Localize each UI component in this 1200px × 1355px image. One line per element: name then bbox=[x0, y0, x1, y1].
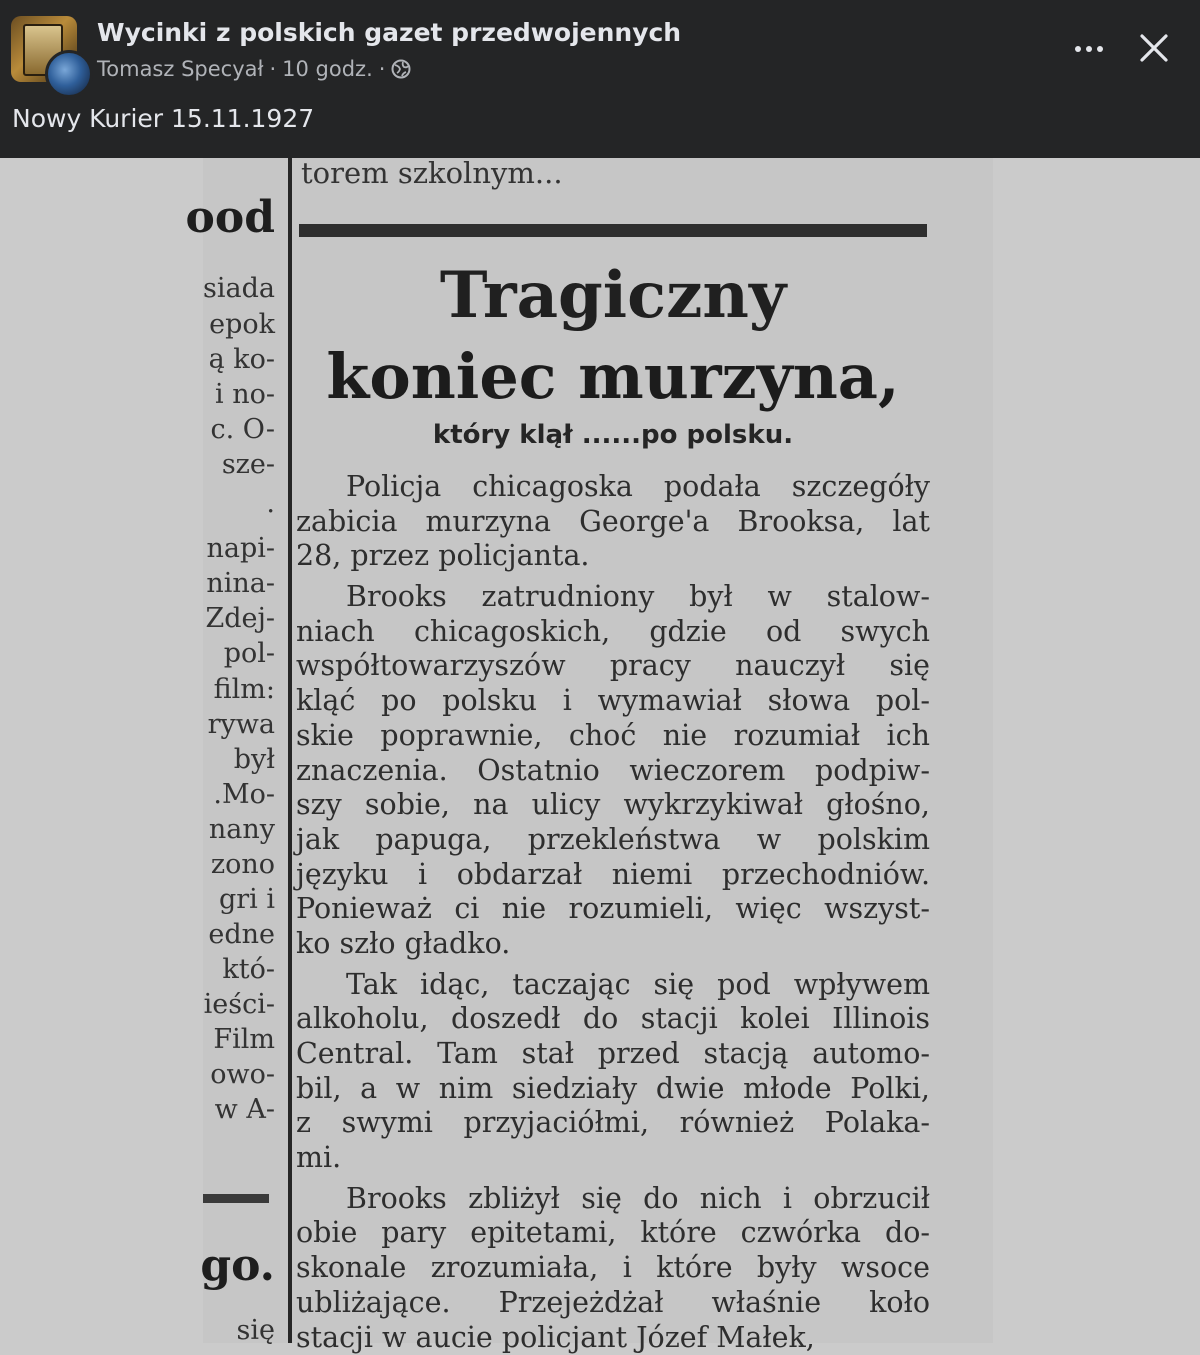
article-separator-rule bbox=[299, 224, 927, 237]
adjacent-column-line: nina- bbox=[206, 566, 275, 601]
article-paragraph bbox=[296, 1182, 930, 1355]
article-line: obie pary epitetami, które czwórka do- bbox=[296, 1216, 930, 1251]
article-paragraph bbox=[296, 470, 930, 574]
adjacent-column-line: w A- bbox=[215, 1092, 275, 1127]
close-icon[interactable] bbox=[1134, 28, 1174, 68]
article-line: zabicia murzyna George'a Brooksa, lat bbox=[296, 505, 930, 540]
article-line: współtowarzyszów pracy nauczył się bbox=[296, 649, 930, 684]
adjacent-column-line: epok bbox=[209, 307, 275, 342]
article-line: alkoholu, doszedł do stacji kolei Illinois bbox=[296, 1002, 930, 1037]
article-line: Tak idąc, taczając się pod wpływem bbox=[296, 968, 930, 1003]
post-caption: Nowy Kurier 15.11.1927 bbox=[12, 104, 314, 133]
article-line: stacji w aucie policjant Józef Małek, bbox=[296, 1321, 930, 1355]
adjacent-column-line: c. O- bbox=[210, 412, 275, 447]
adjacent-column-line: zono bbox=[211, 847, 275, 882]
article-line: skonale zrozumiała, i które były wsoce bbox=[296, 1251, 930, 1286]
article-line: z swymi przyjaciółmi, również Polaka- bbox=[296, 1106, 930, 1141]
adjacent-column-line: któ- bbox=[222, 952, 275, 987]
group-name-link[interactable]: Wycinki z polskich gazet przedwojennych bbox=[97, 18, 681, 47]
article-line: języku i obdarzał niemi przechodniów. bbox=[296, 858, 930, 893]
headline-line-2: koniec murzyna, bbox=[203, 340, 1023, 413]
article-paragraph bbox=[296, 580, 930, 962]
more-options-icon-dot bbox=[1086, 46, 1092, 52]
article-line: ubliżające. Przejeżdżał właśnie koło bbox=[296, 1286, 930, 1321]
headline-line-1: Tragiczny bbox=[203, 258, 1023, 333]
article-line: bil, a w nim siedziały dwie młode Polki, bbox=[296, 1072, 930, 1107]
adjacent-column-line: rywa bbox=[208, 707, 275, 742]
article-line: mi. bbox=[296, 1141, 930, 1176]
more-options-icon bbox=[1075, 46, 1081, 52]
adjacent-column-line: Film bbox=[213, 1022, 275, 1057]
adjacent-column-line: .Mo- bbox=[213, 777, 275, 812]
globe-icon bbox=[391, 59, 411, 79]
column-rule bbox=[288, 158, 292, 1343]
newspaper-clipping-image[interactable] bbox=[203, 158, 993, 1343]
article-line: 28, przez policjanta. bbox=[296, 539, 930, 574]
article-line: ko szło gładko. bbox=[296, 927, 930, 962]
adjacent-column-line: nany bbox=[209, 812, 275, 847]
article-line: Ponieważ ci nie rozumieli, więc wszyst- bbox=[296, 892, 930, 927]
adjacent-column-line: ieści- bbox=[204, 987, 275, 1022]
adjacent-column-line: ą ko- bbox=[209, 342, 275, 377]
adjacent-column-line: i no- bbox=[215, 377, 275, 412]
author-name-link[interactable]: Tomasz Specyał bbox=[97, 57, 263, 81]
author-avatar[interactable] bbox=[45, 50, 93, 98]
adjacent-column-fragment bbox=[203, 158, 287, 1343]
article-line: znaczenia. Ostatnio wieczorem podpiw- bbox=[296, 754, 930, 789]
article-paragraph bbox=[296, 968, 930, 1176]
adjacent-column-line: pol- bbox=[224, 636, 275, 671]
adjacent-column-line: był bbox=[234, 742, 275, 777]
group-avatar[interactable] bbox=[11, 16, 77, 82]
adjacent-column-line: . bbox=[266, 486, 275, 521]
adjacent-column-line: siada bbox=[203, 271, 275, 306]
adjacent-column-line: owo- bbox=[210, 1057, 275, 1092]
adjacent-column-line: film: bbox=[214, 672, 275, 707]
adjacent-column-line: Zdej- bbox=[205, 601, 275, 636]
adjacent-column-line: go. bbox=[200, 1248, 275, 1283]
adjacent-column-line: napi- bbox=[206, 531, 275, 566]
article-line: Brooks zatrudniony był w stalow- bbox=[296, 580, 930, 615]
article-line: jak papuga, przekleństwa w polskim bbox=[296, 823, 930, 858]
article-body bbox=[296, 470, 930, 1355]
subheadline: który klął ......po polsku. bbox=[203, 420, 1023, 450]
more-options-button[interactable] bbox=[1064, 30, 1114, 68]
adjacent-column-line: gri i bbox=[219, 882, 275, 917]
post-meta bbox=[97, 57, 411, 81]
article-line: Brooks zbliżył się do nich i obrzucił bbox=[296, 1182, 930, 1217]
post-timestamp-link[interactable]: 10 godz. bbox=[282, 57, 373, 81]
adjacent-column-line: edne bbox=[208, 917, 275, 952]
article-line: Policja chicagoska podała szczegóły bbox=[296, 470, 930, 505]
article-line: niach chicagoskich, gdzie od swych bbox=[296, 615, 930, 650]
more-options-icon-dot bbox=[1097, 46, 1103, 52]
article-line: skie poprawnie, choć nie rozumiał ich bbox=[296, 719, 930, 754]
article-line: szy sobie, na ulicy wykrzykiwał głośno, bbox=[296, 788, 930, 823]
meta-separator: · bbox=[269, 57, 276, 81]
post-header bbox=[0, 0, 1200, 158]
previous-article-fragment: torem szkolnym... bbox=[301, 156, 563, 190]
article-line: kląć po polsku i wymawiał słowa pol- bbox=[296, 684, 930, 719]
column-separator-dash bbox=[203, 1194, 269, 1203]
adjacent-column-line: się bbox=[237, 1313, 275, 1348]
adjacent-column-line: ood bbox=[186, 200, 275, 235]
adjacent-column-line: sze- bbox=[222, 447, 275, 482]
meta-separator: · bbox=[379, 57, 386, 81]
article-line: Central. Tam stał przed stacją automo- bbox=[296, 1037, 930, 1072]
